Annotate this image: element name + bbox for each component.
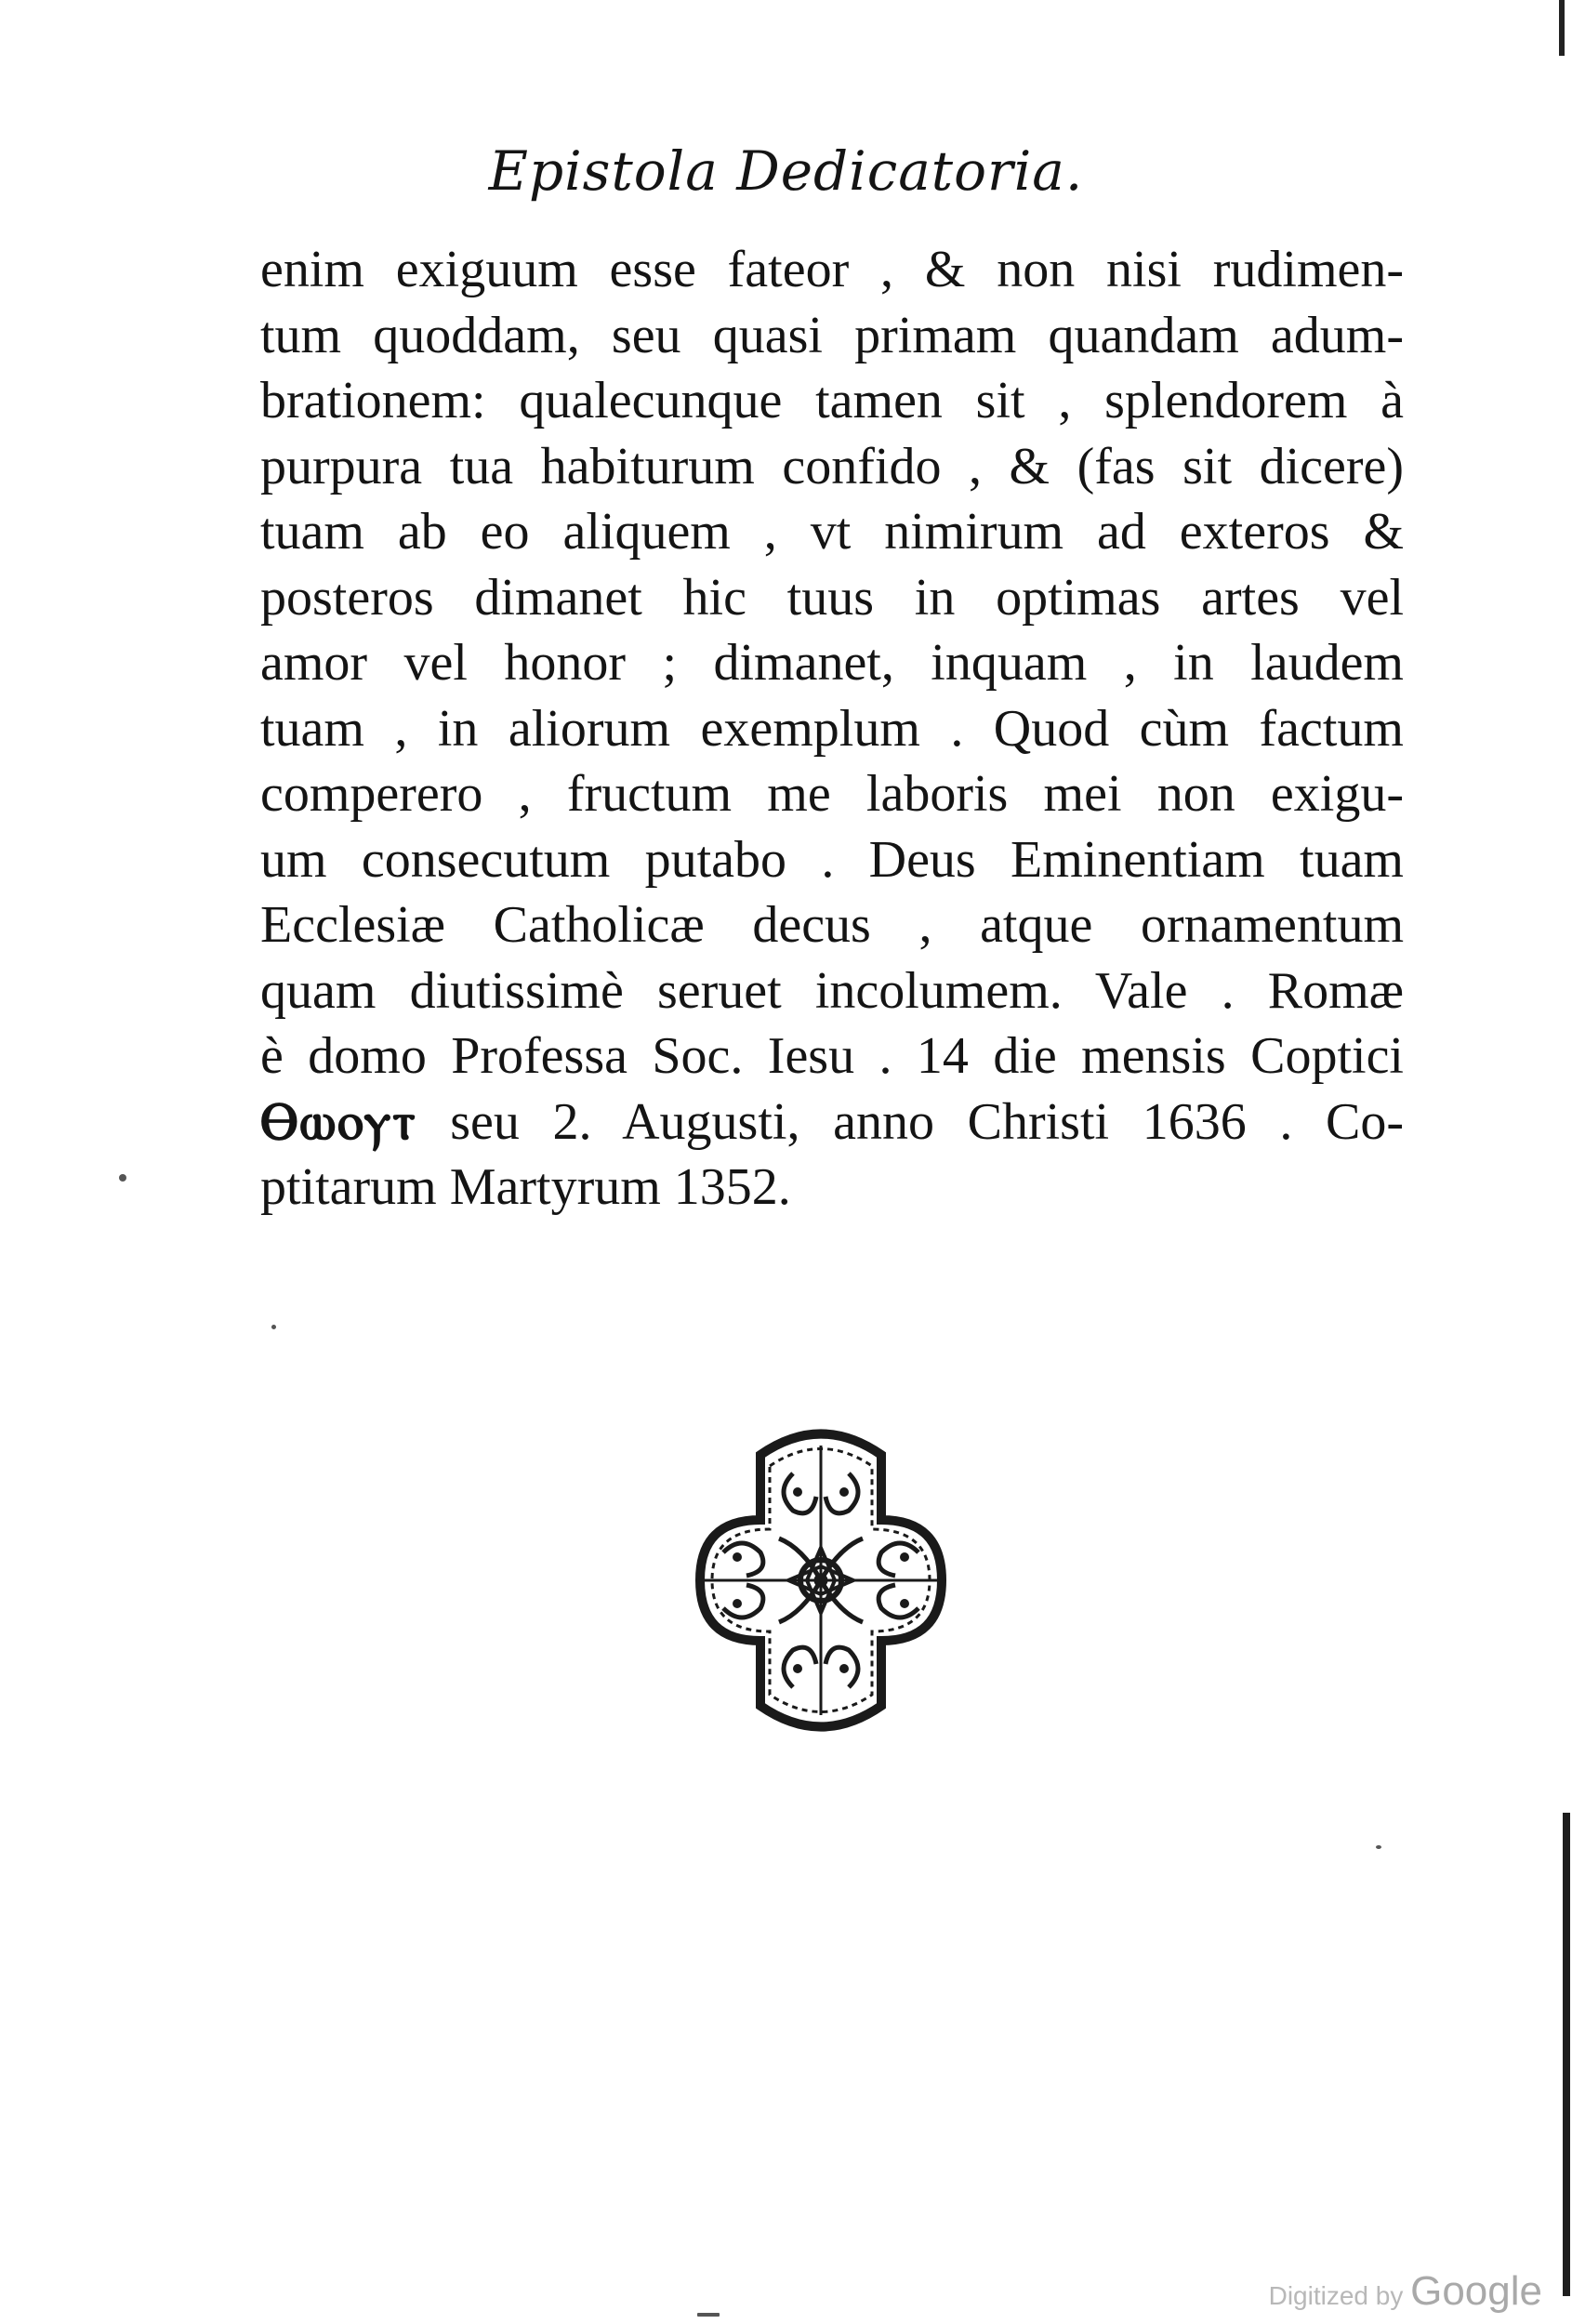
text-line: amor vel honor ; dimanet, inquam , in laudem [260, 634, 1404, 692]
digitized-by-google-watermark [1269, 2268, 1542, 2315]
text-line: tuam , in aliorum exemplum . Quod cùm factum [260, 699, 1404, 758]
text-line: purpura tua habiturum confido , & (fas sit dicere) [260, 437, 1404, 495]
text-line: um consecutum putabo . Deus Eminentiam tuam [260, 830, 1404, 889]
fleuron-cross-ornament-icon [658, 1418, 984, 1743]
google-logo-text: Google [1410, 2268, 1542, 2314]
text-line: Ecclesiæ Catholicæ decus , atque ornamentum [260, 896, 1404, 954]
dedication-text [260, 237, 1404, 1221]
page-edge-shadow [1552, 0, 1572, 2324]
text-line: ptitarum Martyrum 1352. [260, 1158, 791, 1216]
running-title: Epistola Dedicatoria. [488, 139, 1084, 203]
scan-speck [1376, 1845, 1381, 1849]
coptic-month-word: Ⲑⲱⲟⲩⲧ [260, 1092, 417, 1151]
text-line: tum quoddam, seu quasi primam quandam adum- [260, 306, 1404, 364]
text-line: comperero , fructum me laboris mei non exigu- [260, 765, 1404, 823]
text-line: enim exiguum esse fateor , & non nisi rudimen- [260, 241, 1404, 298]
text-line: posteros dimanet hic tuus in optimas artes vel [260, 568, 1404, 627]
scan-speck [697, 2313, 720, 2317]
text-line-coptic-date [260, 1089, 1404, 1155]
text-line: quam diutissimè seruet incolumem. Vale . Romæ [260, 961, 1404, 1020]
text-line: brationem: qualecunque tamen sit , splendorem à [260, 372, 1404, 429]
text-line: è domo Professa Soc. Iesu . 14 die mensis Coptici [260, 1027, 1404, 1085]
scan-speck [271, 1325, 276, 1329]
watermark-prefix: Digitized by [1268, 2281, 1411, 2310]
scan-speck [119, 1174, 126, 1182]
text-line: tuam ab eo aliquem , vt nimirum ad exteros & [260, 503, 1404, 561]
date-text: seu 2. Augusti, anno Christi 1636 . Co- [416, 1092, 1404, 1151]
